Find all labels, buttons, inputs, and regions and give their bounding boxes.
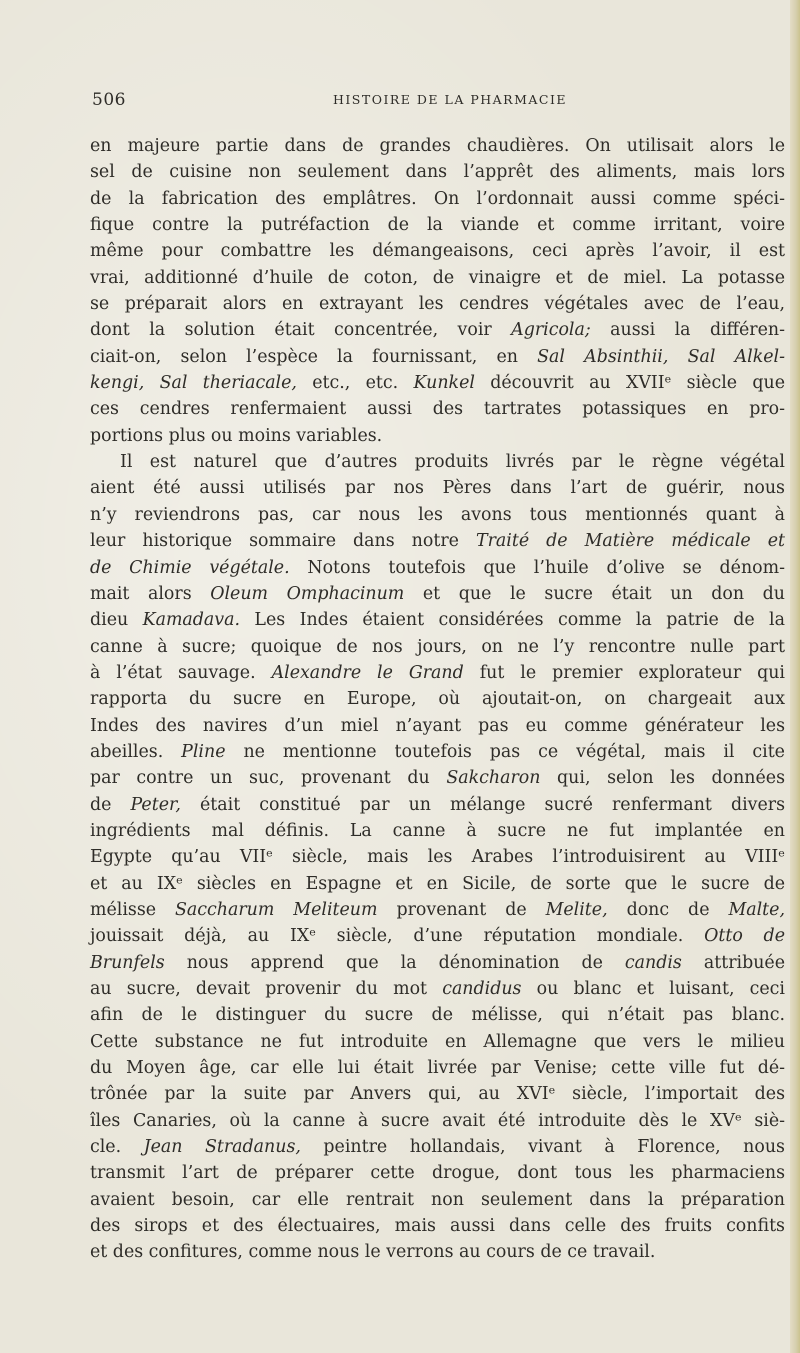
text-segment: ces cendres renfermaient aussi des tartrates potassiques en pro- — [90, 399, 785, 420]
text-segment: était constitué par un mélange sucré renfermant divers — [180, 794, 785, 815]
text-line — [90, 713, 785, 739]
text-segment: sel de cuisine non seulement dans l’apprêt des aliments, mais lors — [90, 162, 785, 183]
text-line — [90, 1081, 785, 1107]
text-line — [90, 317, 785, 343]
text-line — [90, 976, 785, 1002]
text-segment: ingrédients mal définis. La canne à sucre ne fut implantée en — [90, 820, 785, 841]
text-line — [90, 950, 785, 976]
text-line — [90, 159, 785, 185]
text-segment: transmit l’art de préparer cette drogue, dont tous les pharmaciens — [90, 1163, 785, 1184]
italic-text: Kamadava. — [142, 610, 241, 631]
text-line — [90, 871, 785, 897]
text-segment: nous apprend que la dénomination de — [164, 952, 625, 973]
text-segment: au sucre, devait provenir du mot — [90, 979, 443, 999]
italic-text: Melite, — [545, 899, 608, 920]
text-line — [90, 581, 785, 607]
italic-text: kengi, Sal theriacale, — [90, 373, 297, 394]
italic-text: Otto de — [704, 926, 785, 947]
text-line — [90, 1108, 785, 1134]
text-segment: se préparait alors en extrayant les cendres végétales avec de l’eau, — [90, 294, 785, 315]
text-segment: dieu — [90, 610, 143, 631]
text-segment: donc de — [607, 899, 729, 920]
running-title: HISTOIRE DE LA PHARMACIE — [332, 92, 568, 107]
text-segment: fique contre la putréfaction de la viande et comme irritant, voire — [90, 215, 785, 236]
text-segment: ne mentionne toutefois pas ce végétal, mais il cite — [225, 741, 785, 762]
page-header — [92, 90, 784, 114]
text-segment: Cette substance ne fut introduite en Allemagne que vers le milieu — [90, 1031, 785, 1052]
text-line — [90, 923, 785, 949]
text-segment: trônée par la suite par Anvers qui, au XVIᵉ siècle, l’importait des — [90, 1084, 785, 1105]
text-line — [90, 423, 785, 449]
text-line — [90, 1002, 785, 1028]
text-segment: fut le premier explorateur qui — [463, 662, 785, 683]
text-segment: à l’état sauvage. — [90, 662, 272, 683]
italic-text: Pline — [181, 741, 226, 762]
text-line — [90, 792, 785, 818]
italic-text: de Chimie végétale. — [90, 557, 290, 578]
text-segment: et que le sucre était un don du — [404, 583, 785, 604]
italic-text: Sal Absinthii, Sal Alkel- — [537, 346, 785, 367]
paragraph — [90, 133, 785, 449]
italic-text: Brunfels — [90, 952, 165, 973]
italic-text: Traité de Matière médicale et — [475, 531, 786, 552]
text-segment: rapporta du sucre en Europe, où ajoutait-on, on chargeait aux — [90, 689, 785, 710]
text-line — [90, 686, 785, 712]
text-line — [90, 1160, 785, 1186]
text-segment: ciait-on, selon l’espèce la fournissant, en — [90, 346, 538, 367]
text-segment: de la fabrication des emplâtres. On l’ordonnait aussi comme spéci- — [90, 188, 785, 209]
text-segment: mélisse — [90, 899, 176, 920]
text-line — [90, 607, 785, 633]
text-segment: Les Indes étaient considérées comme la patrie de la — [240, 610, 785, 631]
text-line — [90, 344, 785, 370]
text-line — [90, 1055, 785, 1081]
text-segment: cle. — [90, 1137, 144, 1158]
text-line — [90, 291, 785, 317]
text-segment: afin de le distinguer du sucre de mélisse, qui n’était pas blanc. — [90, 1005, 785, 1026]
italic-text: Malte, — [728, 899, 785, 920]
text-segment: Il est naturel que d’autres produits livrés par le règne végétal — [120, 452, 785, 473]
text-segment: Indes des navires d’un miel n’ayant pas eu comme générateur les — [90, 715, 785, 736]
italic-text: Jean Stradanus, — [143, 1137, 301, 1158]
italic-text: Peter, — [130, 794, 181, 815]
text-line — [90, 1239, 785, 1265]
text-line — [90, 396, 785, 422]
text-segment: etc., etc. — [296, 373, 414, 394]
text-segment: portions plus ou moins variables. — [90, 425, 383, 446]
text-segment: du Moyen âge, car elle lui était livrée par Venise; cette ville fut dé- — [90, 1058, 785, 1079]
text-line — [90, 238, 785, 264]
italic-text: candis — [624, 952, 682, 973]
text-line — [90, 265, 785, 291]
text-segment: en majeure partie dans de grandes chaudières. On utilisait alors le — [90, 136, 785, 156]
text-segment: ou blanc et luisant, ceci — [521, 979, 785, 999]
text-segment: vrai, additionné d’huile de coton, de vinaigre et de miel. La potasse — [90, 267, 785, 288]
text-segment: provenant de — [377, 899, 546, 920]
text-line — [90, 133, 785, 159]
text-segment: îles Canaries, où la canne à sucre avait été introduite dès le XVᵉ siè- — [90, 1110, 785, 1131]
text-segment: et au IXᵉ siècles en Espagne et en Sicile, de sorte que le sucre de — [90, 873, 785, 894]
text-segment: de — [90, 794, 131, 815]
paragraph — [90, 449, 785, 1266]
page-number: 506 — [92, 90, 126, 110]
text-line — [90, 555, 785, 581]
text-line — [90, 449, 785, 475]
text-segment: par contre un suc, provenant du — [90, 768, 447, 789]
text-line — [90, 1134, 785, 1160]
text-segment: et des confitures, comme nous le verrons au cours de ce travail. — [90, 1242, 656, 1263]
text-segment: attribuée — [681, 952, 785, 973]
text-segment: Egypte qu’au VIIᵉ siècle, mais les Arabes l’introduisirent au VIIIᵉ — [90, 847, 785, 868]
text-line — [90, 1213, 785, 1239]
italic-text: Agricola; — [511, 320, 591, 341]
text-line — [90, 818, 785, 844]
text-line — [90, 475, 785, 501]
text-segment: avaient besoin, car elle rentrait non seulement dans la préparation — [90, 1189, 785, 1210]
text-line — [90, 1187, 785, 1213]
text-line — [90, 528, 785, 554]
text-line — [90, 212, 785, 238]
text-segment: abeilles. — [90, 741, 182, 762]
italic-text: Saccharum Meliteum — [175, 899, 378, 920]
italic-text: candidus — [442, 979, 522, 999]
text-segment: des sirops et des électuaires, mais aussi dans celle des fruits confits — [90, 1216, 785, 1237]
text-segment: Notons toutefois que l’huile d’olive se dénom- — [289, 557, 785, 578]
text-line — [90, 844, 785, 870]
body-text — [90, 133, 785, 1266]
text-segment: qui, selon les données — [540, 768, 786, 789]
text-segment: mait alors — [90, 583, 211, 604]
text-line — [90, 897, 785, 923]
italic-text: Oleum Omphacinum — [210, 583, 405, 604]
text-segment: aient été aussi utilisés par nos Pères dans l’art de guérir, nous — [90, 478, 785, 499]
text-line — [90, 765, 785, 791]
text-segment: n’y reviendrons pas, car nous les avons tous mentionnés quant à — [90, 504, 785, 525]
italic-text: Alexandre le Grand — [271, 662, 464, 683]
text-segment: canne à sucre; quoique de nos jours, on ne l’y rencontre nulle part — [90, 636, 785, 657]
text-segment: peintre hollandais, vivant à Florence, nous — [300, 1137, 785, 1158]
text-line — [90, 634, 785, 660]
text-line — [90, 660, 785, 686]
italic-text: Sakcharon — [446, 768, 541, 789]
text-segment: même pour combattre les démangeaisons, ceci après l’avoir, il est — [90, 241, 785, 262]
page-edge — [790, 0, 800, 1353]
text-segment: aussi la différen- — [590, 320, 785, 341]
italic-text: Kunkel — [413, 373, 475, 394]
text-line — [90, 502, 785, 528]
text-line — [90, 739, 785, 765]
text-line — [90, 1029, 785, 1055]
text-segment: dont la solution était concentrée, voir — [90, 320, 512, 341]
text-segment: leur historique sommaire dans notre — [90, 531, 476, 552]
text-segment: découvrit au XVIIᵉ siècle que — [474, 373, 785, 394]
text-segment: jouissait déjà, au IXᵉ siècle, d’une réputation mondiale. — [90, 926, 705, 947]
text-line — [90, 370, 785, 396]
text-line — [90, 186, 785, 212]
